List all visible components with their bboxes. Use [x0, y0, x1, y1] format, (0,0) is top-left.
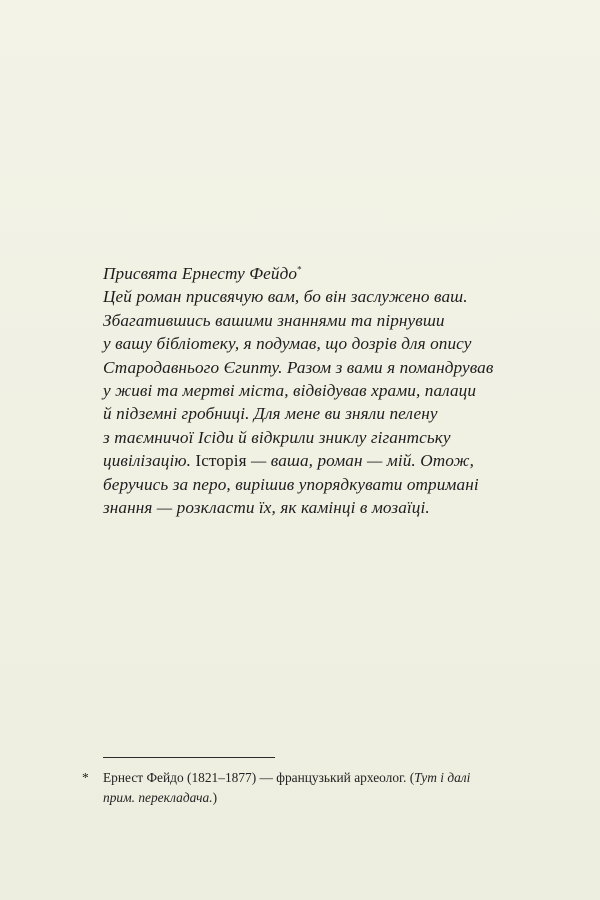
dedication-line-9: беручись за перо, вирішив упорядкувати отримані: [103, 474, 479, 494]
footnote-line-2: прим. перекладача.): [103, 789, 218, 805]
dedication-line-8: цивілізацію. Історія — ваша, роман — мій. Отож,: [103, 451, 474, 471]
dedication-line-7: з таємничої Ісіди й відкрили зниклу гігантську: [103, 427, 451, 447]
footnote-divider: [103, 757, 275, 758]
dedication-line-2: Збагатившись вашими знаннями та пірнувши: [103, 310, 445, 330]
dedication-line-1: Цей роман присвячую вам, бо він заслужено ваш.: [103, 287, 468, 307]
dedication-line-6: й підземні гробниці. Для мене ви зняли пелену: [103, 404, 438, 424]
footnote-marker: *: [82, 770, 89, 785]
emphasis-word: Історія: [195, 451, 247, 471]
dedication-line-3: у вашу бібліотеку, я подумав, що дозрів для опису: [103, 334, 472, 354]
footnote: [82, 768, 552, 807]
dedication-line-10: знання — розкласти їх, як камінці в мозаїці.: [103, 498, 430, 518]
footnote-reference: *: [297, 264, 302, 275]
footnote-line-1: * Ернест Фейдо (1821–1877) — французький археолог. (Тут і далі: [82, 768, 552, 788]
dedication-line-5: у живі та мертві міста, відвідував храми, палаци: [103, 381, 477, 401]
dedication-line-4: Стародавнього Єгипту. Разом з вами я помандрував: [103, 357, 494, 377]
dedication-block: [103, 262, 523, 519]
dedication-title: Присвята Ернесту Фейдо*: [103, 264, 302, 283]
